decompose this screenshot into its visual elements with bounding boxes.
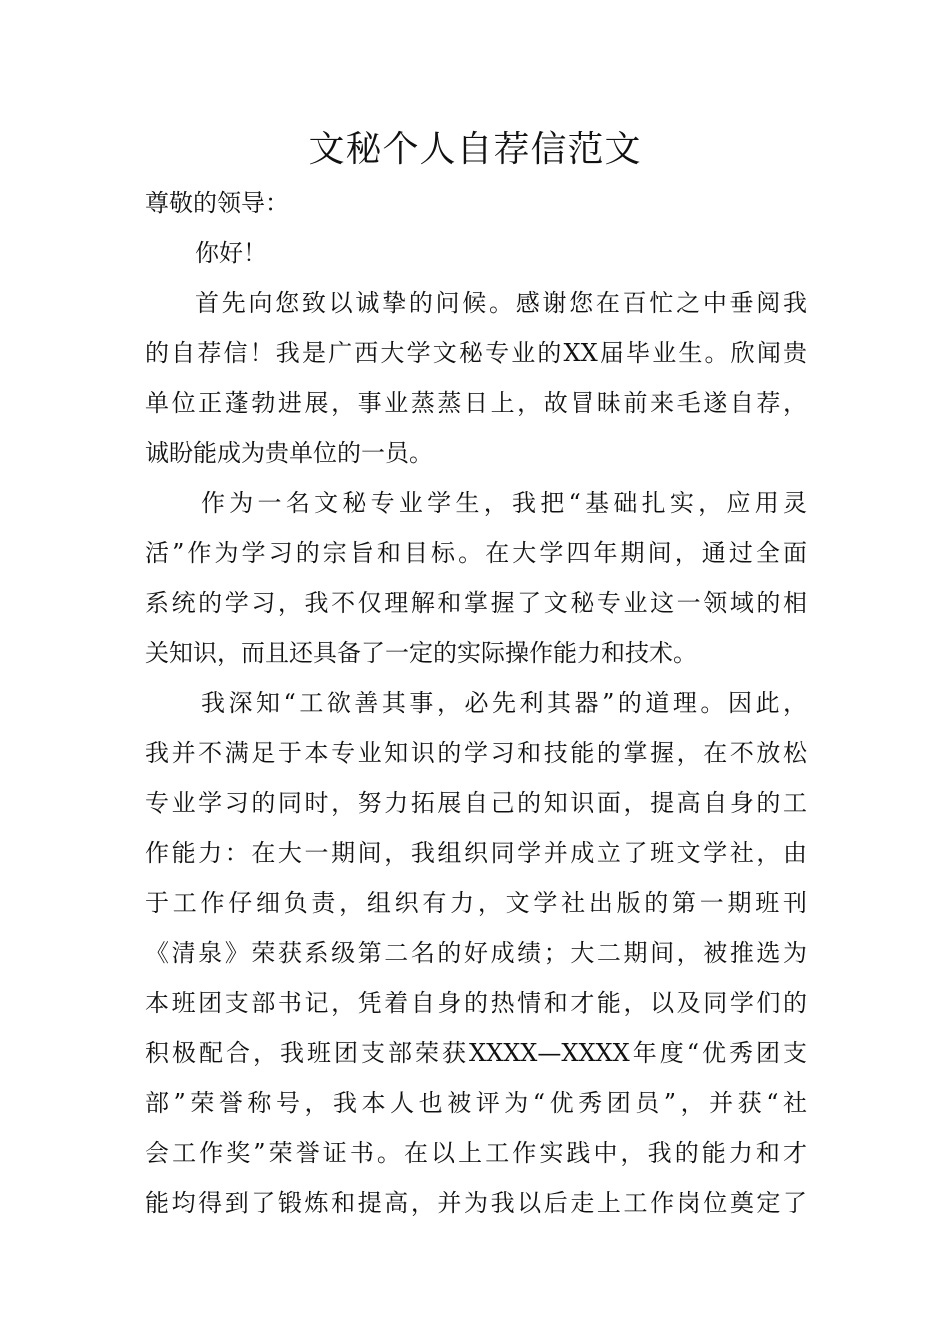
paragraph-line: 本班团支部书记，凭着自身的热情和才能，以及同学们的	[145, 989, 807, 1017]
paragraph-line: 作能力：在大一期间，我组织同学并成立了班文学社，由	[145, 839, 807, 867]
paragraph-line: 的自荐信！我是广西大学文秘专业的XX届毕业生。欣闻贵	[145, 339, 807, 367]
paragraph-line: 于工作仔细负责，组织有力，文学社出版的第一期班刊	[145, 889, 807, 917]
paragraph-line: 活”作为学习的宗旨和目标。在大学四年期间，通过全面	[145, 539, 807, 567]
paragraph-line: 作为一名文秘专业学生，我把“基础扎实，应用灵	[201, 489, 807, 517]
salutation: 尊敬的领导：	[145, 189, 289, 217]
paragraph-line: 首先向您致以诚挚的问候。感谢您在百忙之中垂阅我	[195, 289, 807, 317]
greeting: 你好！	[195, 239, 267, 267]
paragraph-line: 系统的学习，我不仅理解和掌握了文秘专业这一领域的相	[145, 589, 807, 617]
paragraph-line: 我并不满足于本专业知识的学习和技能的掌握，在不放松	[145, 739, 807, 767]
paragraph-line: 积极配合，我班团支部荣获XXXX—XXXX年度“优秀团支	[145, 1039, 807, 1067]
document-title: 文秘个人自荐信范文	[308, 129, 642, 170]
paragraph-line: 能均得到了锻炼和提高，并为我以后走上工作岗位奠定了	[145, 1189, 807, 1217]
paragraph-line: 关知识，而且还具备了一定的实际操作能力和技术。	[145, 639, 697, 667]
paragraph-line: 单位正蓬勃进展，事业蒸蒸日上，故冒昧前来毛遂自荐，	[145, 389, 807, 417]
paragraph-line: 诚盼能成为贵单位的一员。	[145, 439, 433, 467]
paragraph-line: 《清泉》荣获系级第二名的好成绩；大二期间，被推选为	[145, 939, 807, 967]
letter-body	[145, 178, 807, 1228]
paragraph-line: 会工作奖”荣誉证书。在以上工作实践中，我的能力和才	[145, 1139, 807, 1167]
paragraph-line: 我深知“工欲善其事，必先利其器”的道理。因此，	[201, 689, 807, 717]
paragraph-line: 部”荣誉称号，我本人也被评为“优秀团员”，并获“社	[145, 1089, 807, 1117]
paragraph-line: 专业学习的同时，努力拓展自己的知识面，提高自身的工	[145, 789, 807, 817]
